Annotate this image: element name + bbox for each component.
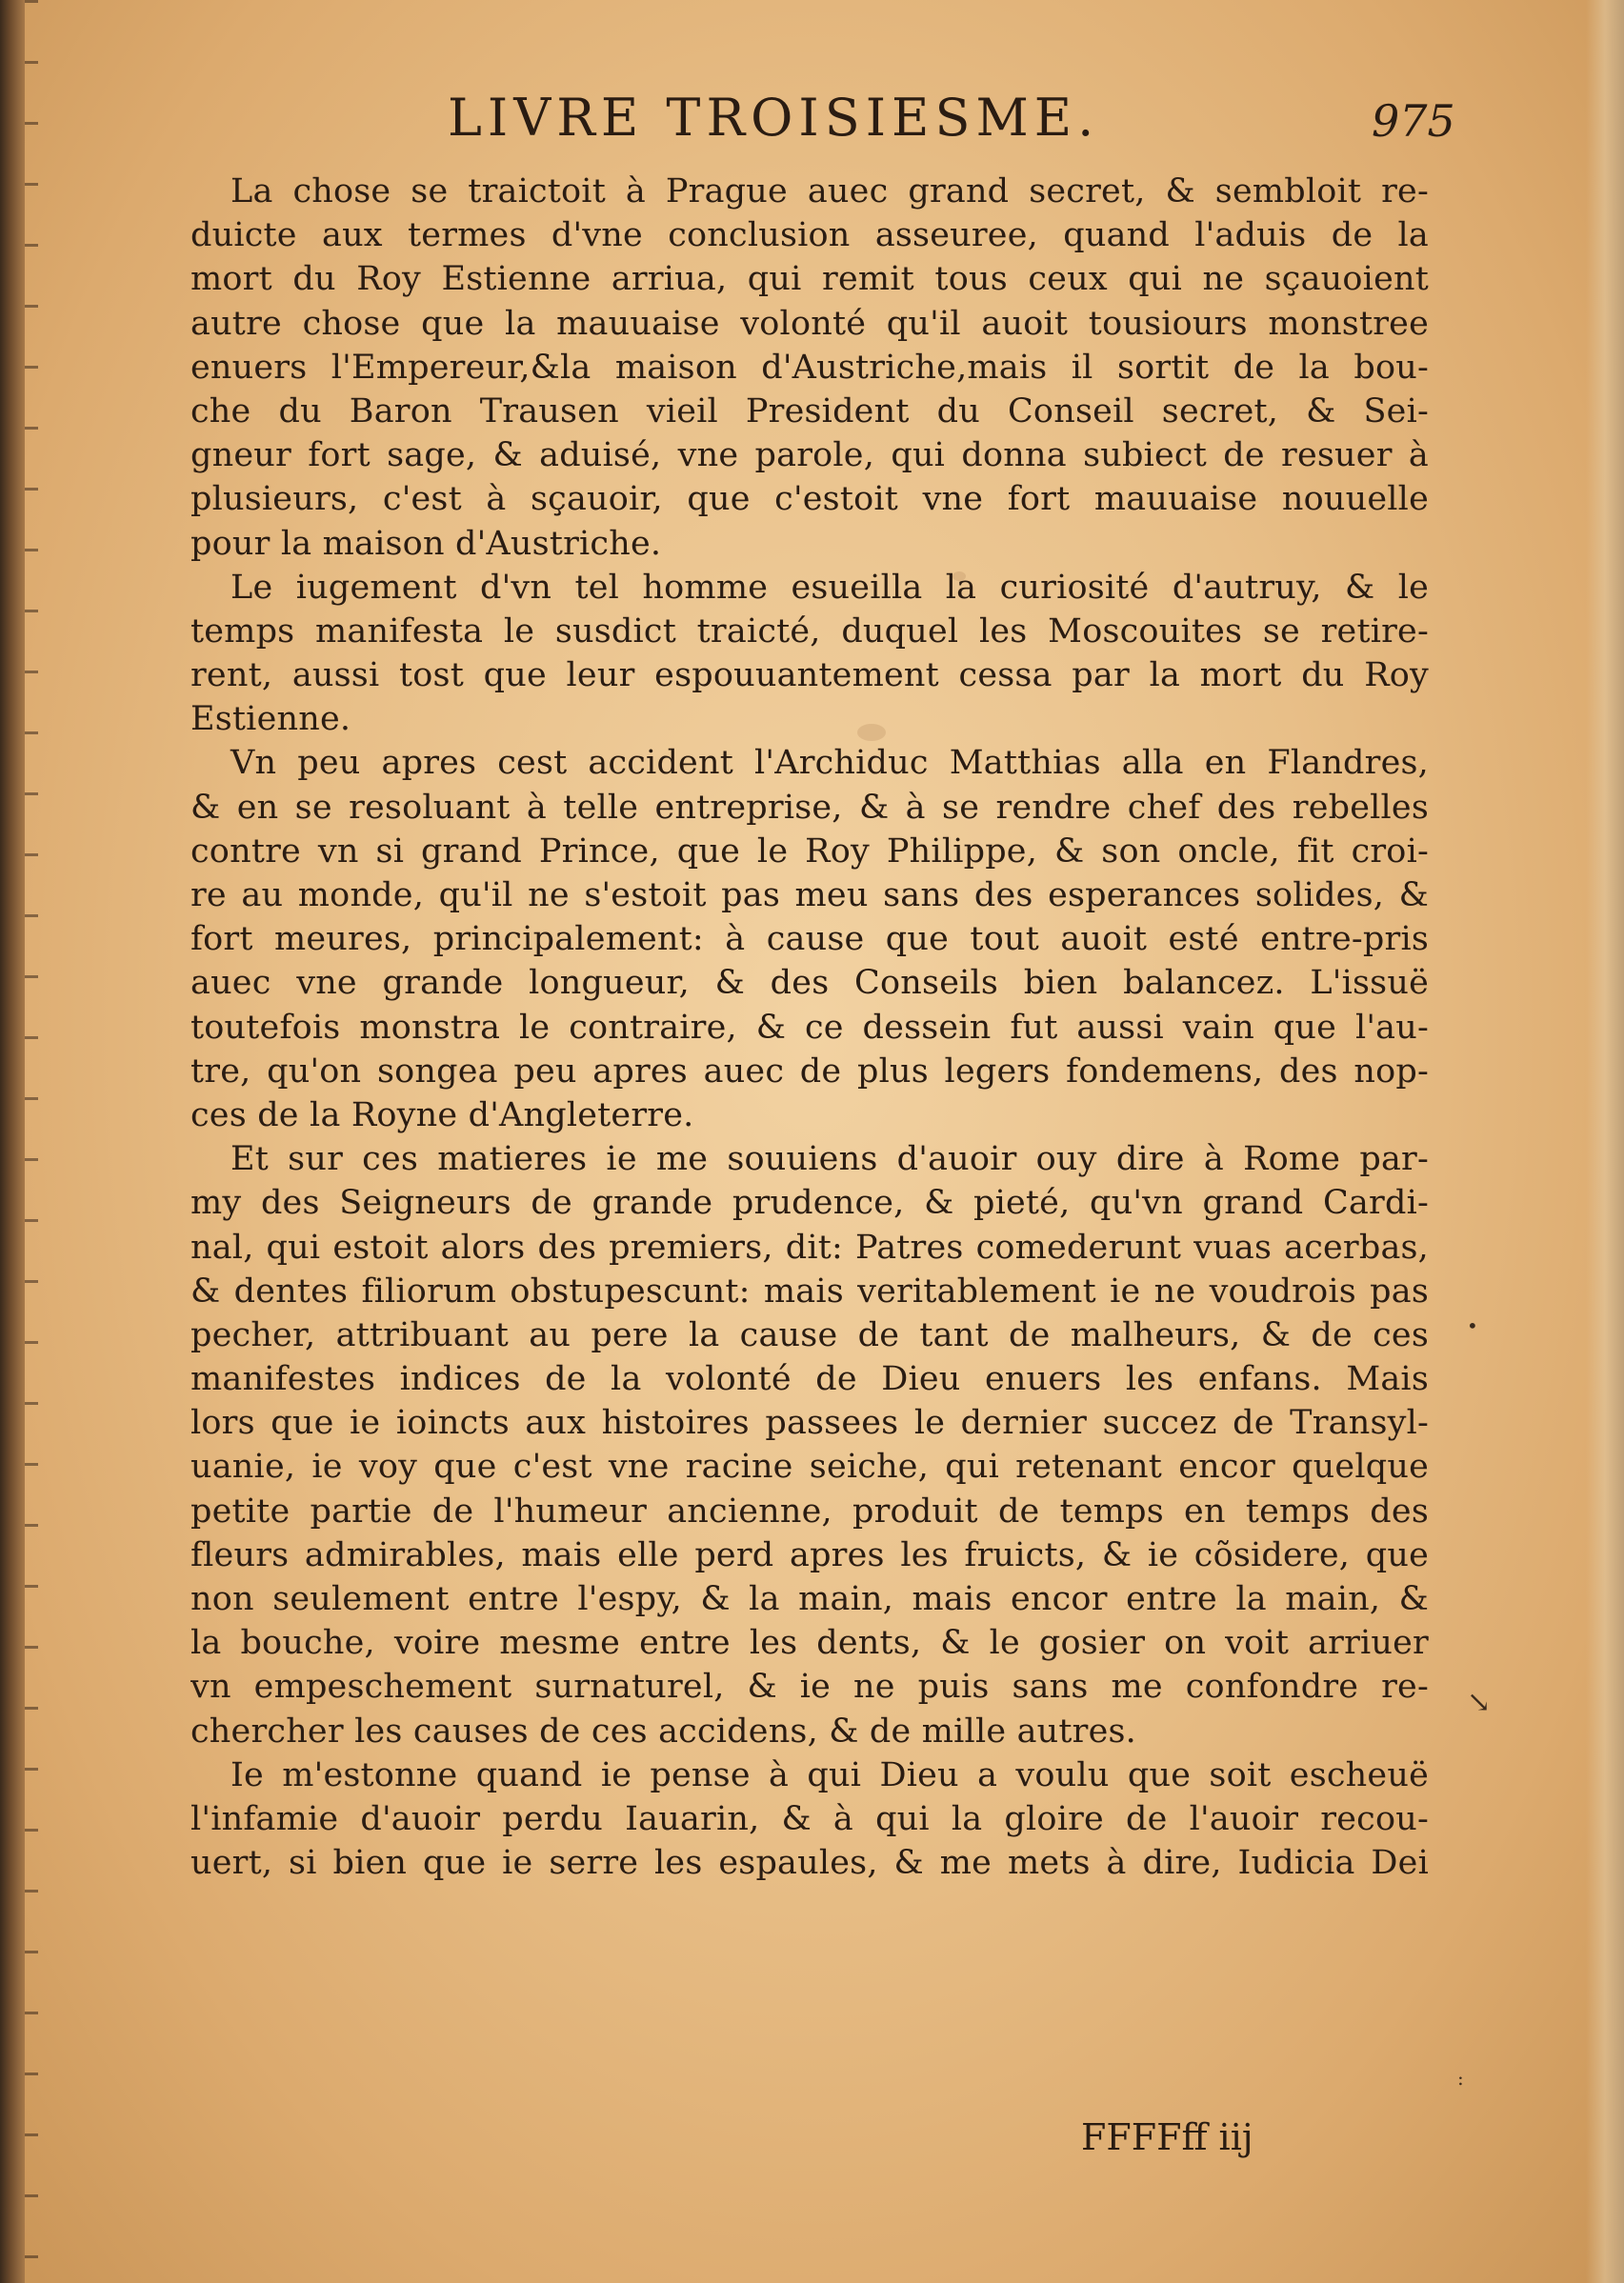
paragraph [190,566,1429,742]
margin-tick-icon: ↘ [1467,1686,1492,1719]
text-line: che du Baron Trausen vieil President du Conseil secret, & Sei- [190,391,1429,431]
text-line: Et sur ces matieres ie me souuiens d'auoir ouy dire à Rome par- [231,1140,1429,1179]
text-line: manifestes indices de la volonté de Dieu enuers les enfans. Mais [190,1360,1429,1399]
text-line: my des Seigneurs de grande prudence, & pieté, qu'vn grand Cardi- [190,1184,1429,1223]
text-line: Ie m'estonne quand ie pense à qui Dieu a voulu que soit escheuë [231,1755,1429,1794]
text-line: enuers l'Empereur,&la maison d'Austriche,mais il sortit de la bou- [190,348,1429,387]
text-line: auec vne grande longueur, & des Conseils bien balancez. L'issuë [190,964,1429,1003]
text-line: La chose se traictoit à Prague auec grand secret, & sembloit re- [231,172,1429,210]
text-line: non seulement entre l'espy, & la main, mais encor entre la main, & [190,1580,1429,1618]
text-line: l'infamie d'auoir perdu Iauarin, & à qui la gloire de l'auoir recou- [190,1799,1429,1838]
signature-mark: FFFFff iij [1081,2116,1253,2158]
text-line: duicte aux termes d'vne conclusion asseuree, quand l'aduis de la [190,216,1429,255]
text-line: Le iugement d'vn tel homme esueilla la curiosité d'autruy, & le [231,568,1429,607]
margin-dot-icon: • [1467,1314,1478,1337]
book-binding [0,0,25,2283]
text-line: la bouche, voire mesme entre les dents, & le gosier on voit arriuer [190,1624,1429,1663]
text-line: uanie, ie voy que c'est vne racine seiche, qui retenant encor quelque [190,1448,1429,1487]
text-line: toutefois monstra le contraire, & ce dessein fut aussi vain que l'au- [190,1008,1429,1047]
text-line: re au monde, qu'il ne s'estoit pas meu sans des esperances solides, & [190,876,1429,914]
text-line: contre vn si grand Prince, que le Roy Philippe, & son oncle, fit croi- [190,831,1429,871]
text-line: Estienne. [190,700,351,739]
paragraph [190,1137,1429,1753]
text-line: petite partie de l'humeur ancienne, produit de temps en temps des [190,1492,1429,1531]
paragraph [190,170,1429,566]
text-line: tre, qu'on songea peu apres auec de plus legers fondemens, des nop- [190,1051,1429,1091]
text-line: temps manifesta le susdict traicté, duquel les Moscouites se retire- [190,611,1429,651]
text-line: pecher, attribuant au pere la cause de tant de malheurs, & de ces [190,1315,1429,1354]
text-line: Vn peu apres cest accident l'Archiduc Matthias alla en Flandres, [231,744,1429,783]
text-line: & dentes filiorum obstupescunt: mais veritablement ie ne voudrois pas [190,1272,1429,1311]
text-line: uert, si bien que ie serre les espaules, & me mets à dire, Iudicia Dei [190,1844,1429,1883]
page-number: 975 [1372,95,1455,147]
text-line: nal, qui estoit alors des premiers, dit: Patres comederunt vuas acerbas, [190,1228,1429,1267]
text-line: autre chose que la mauuaise volonté qu'il auoit tousiours monstree [190,304,1429,343]
text-line: vn empeschement surnaturel, & ie ne puis sans me confondre re- [190,1668,1429,1707]
text-line: pour la maison d'Austriche. [190,524,662,563]
running-title: LIVRE TROISIESME. [448,88,1100,148]
text-line: fort meures, principalement: à cause que tout auoit esté entre-pris [190,920,1429,959]
text-line: gneur fort sage, & aduisé, vne parole, qui donna subiect de resuer à [190,436,1429,475]
text-line: rent, aussi tost que leur espouuantement cessa par la mort du Roy [190,656,1429,695]
text-line: mort du Roy Estienne arriua, qui remit tous ceux qui ne sçauoient [190,260,1429,299]
body-text [190,170,1429,1885]
text-line: plusieurs, c'est à sçauoir, que c'estoit vne fort mauuaise nouuelle [190,480,1429,519]
binding-stitch-marks [25,0,38,2283]
paragraph [190,741,1429,1137]
paragraph [190,1753,1429,1886]
text-line: chercher les causes de ces accidens, & de mille autres. [190,1712,1136,1751]
text-line: & en se resoluant à telle entreprise, & à se rendre chef des rebelles [190,788,1429,827]
page-edge [1586,0,1624,2283]
text-line: ces de la Royne d'Angleterre. [190,1095,694,1134]
text-line: fleurs admirables, mais elle perd apres les fruicts, & ie cõsidere, que [190,1535,1429,1574]
margin-dot-icon: : [1457,2067,1464,2090]
text-line: lors que ie ioincts aux histoires passees le dernier succez de Transyl- [190,1404,1429,1443]
